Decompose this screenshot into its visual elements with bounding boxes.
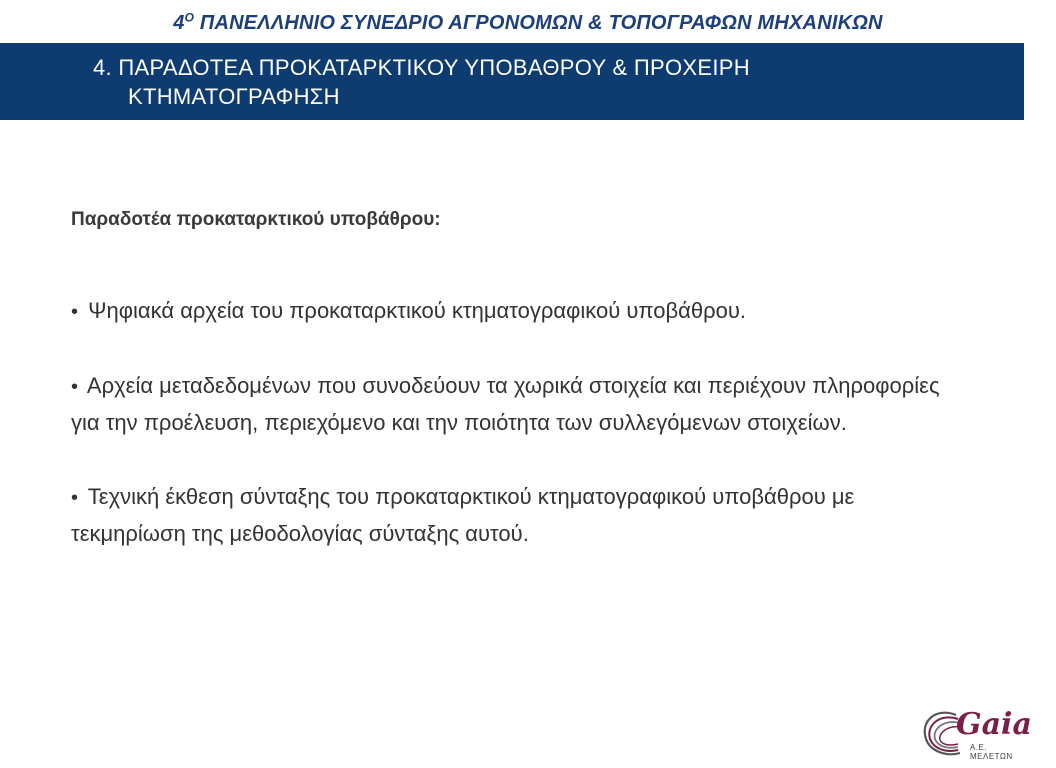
- company-logo: [916, 703, 1032, 761]
- bullet-text: Τεχνική έκθεση σύνταξης του προκαταρκτικού κτηματογραφικού υποβάθρου με τεκμηρίωση της μεθοδολογίας σύνταξης αυτού.: [71, 484, 855, 546]
- section-subheading: Παραδοτέα προκαταρκτικού υποβάθρου:: [71, 209, 441, 230]
- bullet-text: Ψηφιακά αρχεία του προκαταρκτικού κτηματογραφικού υποβάθρου.: [88, 298, 747, 323]
- bullet-dot: •: [71, 487, 79, 509]
- slide-title-line-2: ΚΤΗΜΑΤΟΓΡΑΦΗΣΗ: [128, 84, 340, 109]
- bullet-dot: •: [71, 301, 79, 323]
- slide-title: [93, 53, 953, 111]
- conference-superscript: Ο: [184, 10, 195, 25]
- conference-number: 4: [173, 12, 185, 34]
- logo-wordmark: Gaia: [956, 707, 1032, 742]
- logo-subtitle: Α.Ε. ΜΕΛΕΤΩΝ: [970, 743, 1013, 761]
- conference-name: ΠΑΝΕΛΛΗΝΙΟ ΣΥΝΕΔΡΙΟ ΑΓΡΟΝΟΜΩΝ & ΤΟΠΟΓΡΑΦΩΝ ΜΗΧΑΝΙΚΩΝ: [194, 12, 883, 34]
- bullet-item: [71, 368, 951, 441]
- slide-title-line-1: 4. ΠΑΡΑΔΟΤΕΑ ΠΡΟΚΑΤΑΡΚΤΙΚΟΥ ΥΠΟΒΑΘΡΟΥ & ΠΡΟΧΕΙΡΗ: [93, 55, 750, 80]
- bullet-dot: •: [71, 376, 79, 398]
- conference-title: [0, 12, 1056, 35]
- bullet-text: Αρχεία μεταδεδομένων που συνοδεύουν τα χωρικά στοιχεία και περιέχουν πληροφορίες για την προέλευση, περιεχόμενο και την ποιότητα των συλλεγόμενων στοιχείων.: [71, 373, 940, 435]
- bullet-item: [71, 479, 951, 552]
- slide-content: [71, 209, 951, 590]
- bullet-item: [71, 293, 951, 330]
